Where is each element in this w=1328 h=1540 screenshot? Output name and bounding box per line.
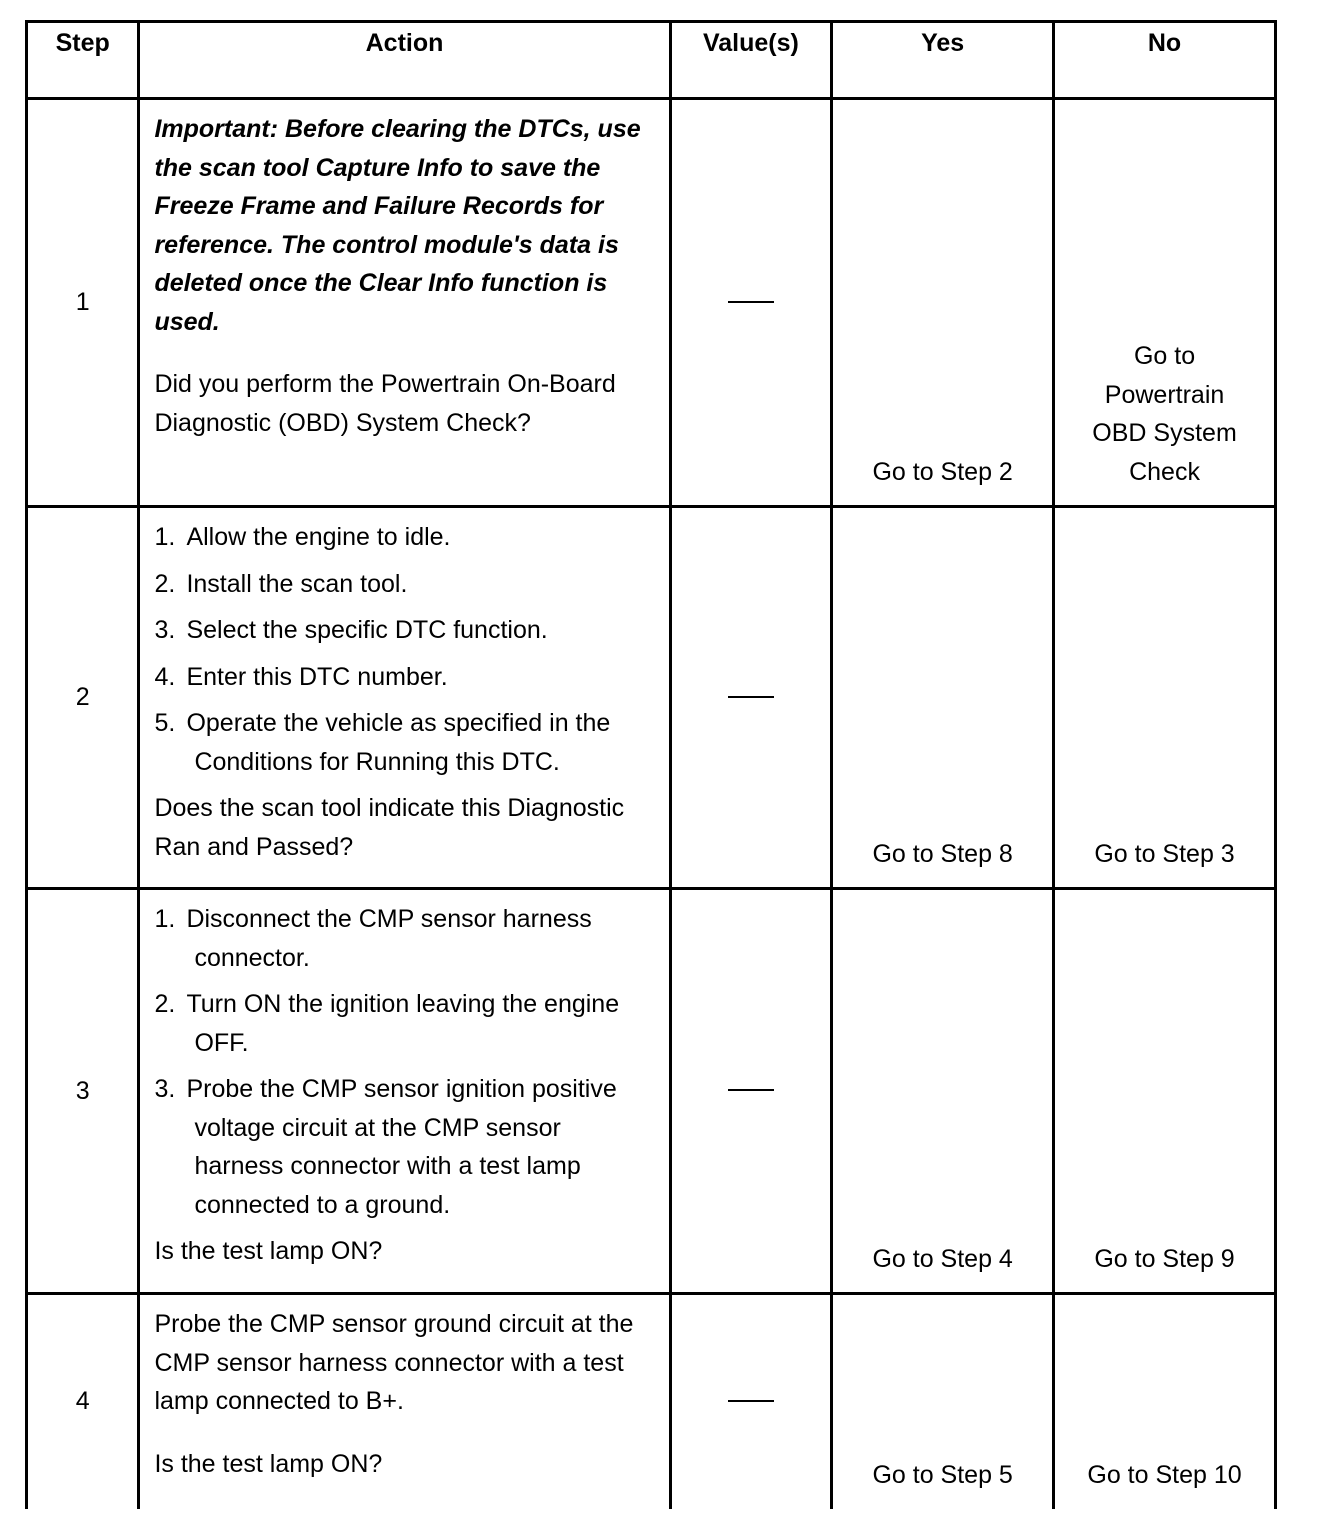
yes-cell: Go to Step 2	[832, 99, 1054, 507]
table-row	[27, 889, 1276, 1294]
important-note: Important: Before clearing the DTCs, use the scan tool Capture Info to save the Freeze Frame and Failure Records for reference. The control module's data is deleted once the Clear Info function is used.	[154, 115, 641, 336]
question-text: Is the test lamp ON?	[154, 1237, 383, 1265]
step-number: 3	[27, 889, 139, 1294]
table-row	[27, 507, 1276, 889]
list-item: 5. Operate the vehicle as specified in the Conditions for Running this DTC.	[154, 709, 611, 776]
list-item: 2. Turn ON the ignition leaving the engine OFF.	[154, 990, 620, 1057]
instruction-list	[154, 900, 656, 1224]
question-text: Is the test lamp ON?	[154, 1449, 383, 1478]
yes-cell: Go to Step 5	[832, 1294, 1054, 1509]
action-cell	[139, 507, 670, 889]
value-cell	[670, 889, 832, 1294]
header-row	[27, 22, 1276, 99]
dash-line	[728, 1089, 774, 1091]
question-text: Does the scan tool indicate this Diagnostic Ran and Passed?	[154, 794, 625, 861]
header-action: Action	[139, 22, 670, 99]
action-cell	[139, 1294, 670, 1509]
list-item: 1. Disconnect the CMP sensor harness connector.	[154, 905, 592, 972]
list-item: 3. Probe the CMP sensor ignition positive voltage circuit at the CMP sensor harness connector with a test lamp connected to a ground.	[154, 1075, 617, 1219]
dash-line	[728, 696, 774, 698]
list-item: 3. Select the specific DTC function.	[154, 616, 548, 644]
list-item: 2. Install the scan tool.	[154, 569, 408, 598]
dash-line	[728, 301, 774, 303]
value-cell	[670, 507, 832, 889]
header-step: Step	[27, 22, 139, 99]
header-values: Value(s)	[670, 22, 832, 99]
instruction-list	[154, 518, 656, 781]
no-cell: Go to Step 9	[1054, 889, 1276, 1294]
diagnostic-table	[25, 20, 1277, 1509]
step-number: 2	[27, 507, 139, 889]
action-cell	[139, 889, 670, 1294]
question-text: Did you perform the Powertrain On-Board Diagnostic (OBD) System Check?	[154, 370, 616, 437]
yes-cell: Go to Step 4	[832, 889, 1054, 1294]
table-row	[27, 1294, 1276, 1509]
action-cell	[139, 99, 670, 507]
list-item: 4. Enter this DTC number.	[154, 662, 448, 691]
step-number: 1	[27, 99, 139, 507]
no-cell: Go to Step 3	[1054, 507, 1276, 889]
header-no: No	[1054, 22, 1276, 99]
table-row	[27, 99, 1276, 507]
diagnostic-table-page	[25, 20, 1277, 1500]
no-cell: Go to Step 10	[1054, 1294, 1276, 1509]
yes-cell: Go to Step 8	[832, 507, 1054, 889]
value-cell	[670, 99, 832, 507]
step-number: 4	[27, 1294, 139, 1509]
dash-line	[728, 1400, 774, 1402]
list-item: 1. Allow the engine to idle.	[154, 523, 451, 551]
no-cell: Go to Powertrain OBD System Check	[1054, 99, 1276, 507]
value-cell	[670, 1294, 832, 1509]
header-yes: Yes	[832, 22, 1054, 99]
instruction-text: Probe the CMP sensor ground circuit at the CMP sensor harness connector with a test lamp connected to B+.	[154, 1310, 634, 1415]
